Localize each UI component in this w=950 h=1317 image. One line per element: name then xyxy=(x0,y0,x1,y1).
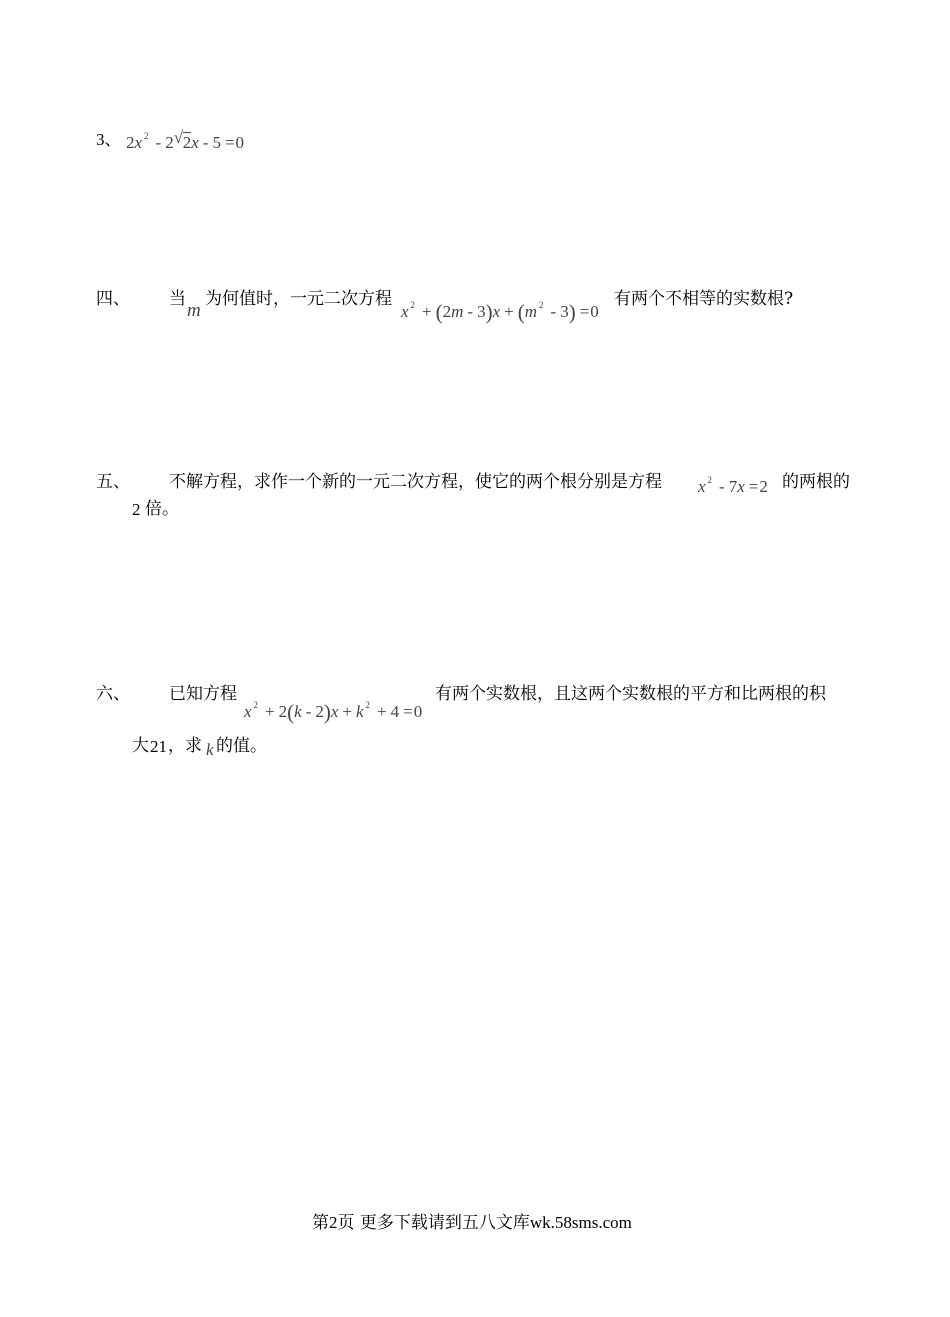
question-6-text-b: 有两个实数根，且这两个实数根的平方和比两根的积 xyxy=(435,684,826,704)
var-k: k xyxy=(356,702,364,721)
question-6-line2-c: 的值。 xyxy=(216,736,267,756)
constant: 0 xyxy=(235,133,245,152)
question-4-text-a: 当 xyxy=(169,289,186,309)
question-4-label: 四、 xyxy=(96,289,130,309)
left-paren: ( xyxy=(517,300,525,324)
var-x: x xyxy=(244,702,252,721)
var-m: m xyxy=(524,302,538,321)
item-3-label: 3、 xyxy=(96,130,122,149)
var-k: k xyxy=(294,702,302,721)
item-3-equation xyxy=(126,128,245,152)
equals-sign: = xyxy=(748,477,759,496)
equals-sign: = xyxy=(579,302,590,321)
left-paren: ( xyxy=(435,300,443,324)
footer-text-a: 第 xyxy=(312,1213,329,1232)
exponent: 2 xyxy=(539,300,544,310)
question-5-line2-text: 倍。 xyxy=(145,499,179,519)
question-4-text-b: 为何值时，一元二次方程 xyxy=(205,289,392,309)
constant: 2 xyxy=(759,477,768,496)
minus-sign: - xyxy=(305,702,312,721)
question-5-text-b: 的两根的 xyxy=(782,472,850,492)
question-5-text-a: 不解方程，求作一个新的一元二次方程，使它的两个根分别是方程 xyxy=(169,472,662,492)
coef: 7 xyxy=(728,477,738,496)
var-x: x xyxy=(191,133,199,152)
plus-sign: + xyxy=(377,702,387,721)
question-6-text-a: 已知方程 xyxy=(169,684,237,704)
constant: 3 xyxy=(560,302,569,321)
page-footer xyxy=(312,1214,632,1232)
plus-sign: + xyxy=(422,302,432,321)
sqrt xyxy=(173,128,192,152)
question-6-line2-a: 大 xyxy=(132,736,149,756)
question-6-equation xyxy=(244,701,422,723)
footer-site-link[interactable]: wk.58sms.com xyxy=(529,1213,632,1232)
right-paren: ) xyxy=(323,700,331,724)
question-4-text-c: 有两个不相等的实数根? xyxy=(614,289,794,309)
coef: 2 xyxy=(278,702,288,721)
question-5-label: 五、 xyxy=(96,472,130,492)
var-x: x xyxy=(134,133,143,152)
radicand: 2 xyxy=(182,133,192,152)
coef: 2 xyxy=(126,133,135,152)
coef: 2 xyxy=(442,302,452,321)
constant: 3 xyxy=(477,302,486,321)
var-m: m xyxy=(187,300,201,321)
constant: 0 xyxy=(590,302,599,321)
minus-sign: - xyxy=(202,133,209,152)
var-x: x xyxy=(401,302,409,321)
constant: 5 xyxy=(212,133,221,152)
minus-sign: - xyxy=(155,133,162,152)
minus-sign: - xyxy=(467,302,474,321)
exponent: 2 xyxy=(365,700,371,710)
minus-sign: - xyxy=(719,477,725,496)
footer-page-number: 2 xyxy=(329,1213,338,1232)
exponent: 2 xyxy=(144,131,149,141)
constant: 4 xyxy=(390,702,400,721)
question-6-label: 六、 xyxy=(96,684,130,704)
right-paren: ) xyxy=(568,300,576,324)
constant: 0 xyxy=(413,702,423,721)
var-m: m xyxy=(451,302,464,321)
right-paren: ) xyxy=(485,300,493,324)
plus-sign: + xyxy=(342,702,352,721)
left-paren: ( xyxy=(287,700,295,724)
equals-sign: = xyxy=(224,133,235,152)
minus-sign: - xyxy=(550,302,557,321)
footer-text-b: 页 更多下载请到五八文库 xyxy=(337,1213,530,1233)
plus-sign: + xyxy=(265,702,275,721)
coef: 2 xyxy=(165,133,174,152)
exponent: 2 xyxy=(707,475,713,485)
exponent: 2 xyxy=(410,300,416,310)
var-x: x xyxy=(330,702,339,721)
question-6-line2-number: 21 xyxy=(150,737,167,756)
var-k: k xyxy=(206,740,214,759)
question-5-equation xyxy=(698,476,768,495)
question-4-equation xyxy=(401,301,599,323)
var-x: x xyxy=(492,302,501,321)
exponent: 2 xyxy=(253,700,259,710)
plus-sign: + xyxy=(504,302,514,321)
var-x: x xyxy=(698,477,706,496)
radical-sign: √ xyxy=(173,128,184,147)
question-6-line2-b: ，求 xyxy=(168,736,202,756)
var-x: x xyxy=(737,477,745,496)
question-5-line2-number: 2 xyxy=(132,500,141,519)
constant: 2 xyxy=(315,702,324,721)
equals-sign: = xyxy=(403,702,413,721)
